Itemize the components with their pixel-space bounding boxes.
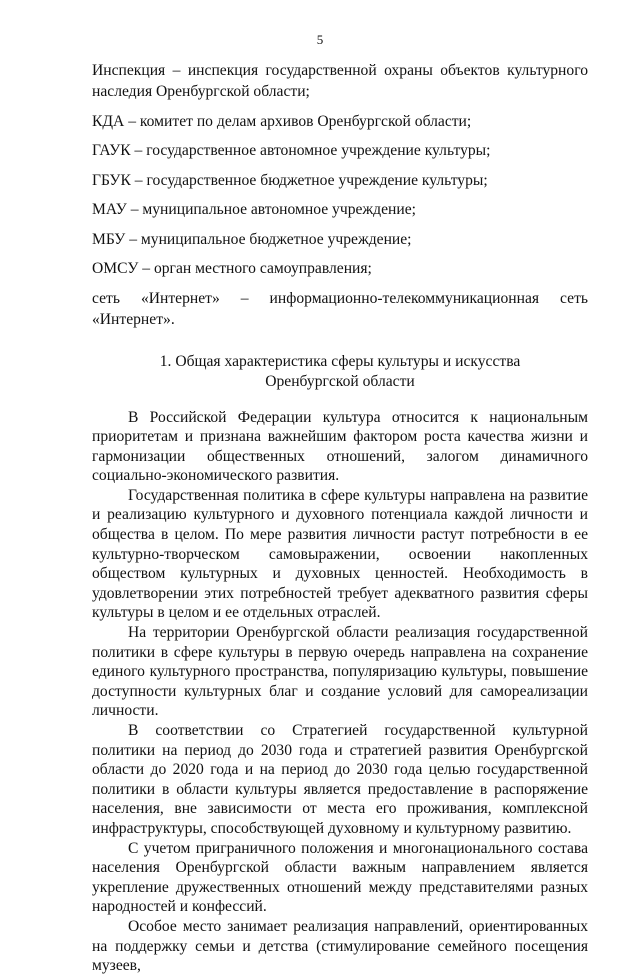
- paragraph: В Российской Федерации культура относится к национальным приоритетам и признана важнейшим фактором роста качества жизни и гармонизации общественных отношений, залогом динамичного социально-экономического развития.: [92, 408, 588, 485]
- abbreviation-item: сеть «Интернет» – информационно-телекоммуникационная сеть «Интернет».: [92, 289, 588, 328]
- paragraph: На территории Оренбургской области реализация государственной политики в сфере культуры в первую очередь направлена на сохранение единого культурного пространства, популяризацию культуры, повышение доступности культурных благ и создание условий для самореализации личности.: [92, 624, 588, 720]
- section-heading-line1: 1. Общая характеристика сферы культуры и искусства: [159, 352, 521, 370]
- abbreviation-item: МАУ – муниципальное автономное учреждение;: [92, 201, 416, 218]
- abbreviation-item: Инспекция – инспекция государственной охраны объектов культурного наследия Оренбургской области;: [92, 62, 588, 100]
- abbreviation-item: КДА – комитет по делам архивов Оренбургской области;: [92, 112, 472, 130]
- abbreviation-item: ГАУК – государственное автономное учреждение культуры;: [92, 142, 491, 159]
- paragraph: Особое место занимает реализация направлений, ориентированных на поддержку семьи и детства (стимулирование семейного посещения музеев,: [92, 917, 588, 975]
- abbreviation-item: ГБУК – государственное бюджетное учреждение культуры;: [92, 171, 488, 189]
- page-number: 5: [316, 32, 324, 47]
- paragraph: Государственная политика в сфере культуры направлена на развитие и реализацию культурного и духовного потенциала каждой личности и общества в целом. По мере развития личности растут потребности в ее культурно-творческом самовыражении, освоении накопленных обществом культурных и духовных ценностей. Необходимость в удовлетворении этих потребностей требует адекватного развития сферы культуры в целом и ее отдельных отраслей.: [92, 486, 588, 622]
- paragraph: В соответствии со Стратегией государственной культурной политики на период до 2030 года и стратегией развития Оренбургской области до 2020 года и на период до 2030 года целью государственной политики в области культуры является предоставление в распоряжение населения, вне зависимости от места его проживания, комплексной инфраструктуры, способствующей духовному и культурному развитию.: [92, 722, 588, 837]
- section-heading: [92, 352, 588, 392]
- paragraph: С учетом приграничного положения и многонационального состава населения Оренбургской области важным направлением является укрепление дружественных отношений между представителями разных народностей и конфессий.: [92, 839, 588, 916]
- abbreviation-item: ОМСУ – орган местного самоуправления;: [92, 260, 372, 277]
- abbreviation-item: МБУ – муниципальное бюджетное учреждение;: [92, 230, 412, 248]
- section-heading-line2: Оренбургской области: [265, 372, 415, 390]
- document-body: [92, 60, 588, 976]
